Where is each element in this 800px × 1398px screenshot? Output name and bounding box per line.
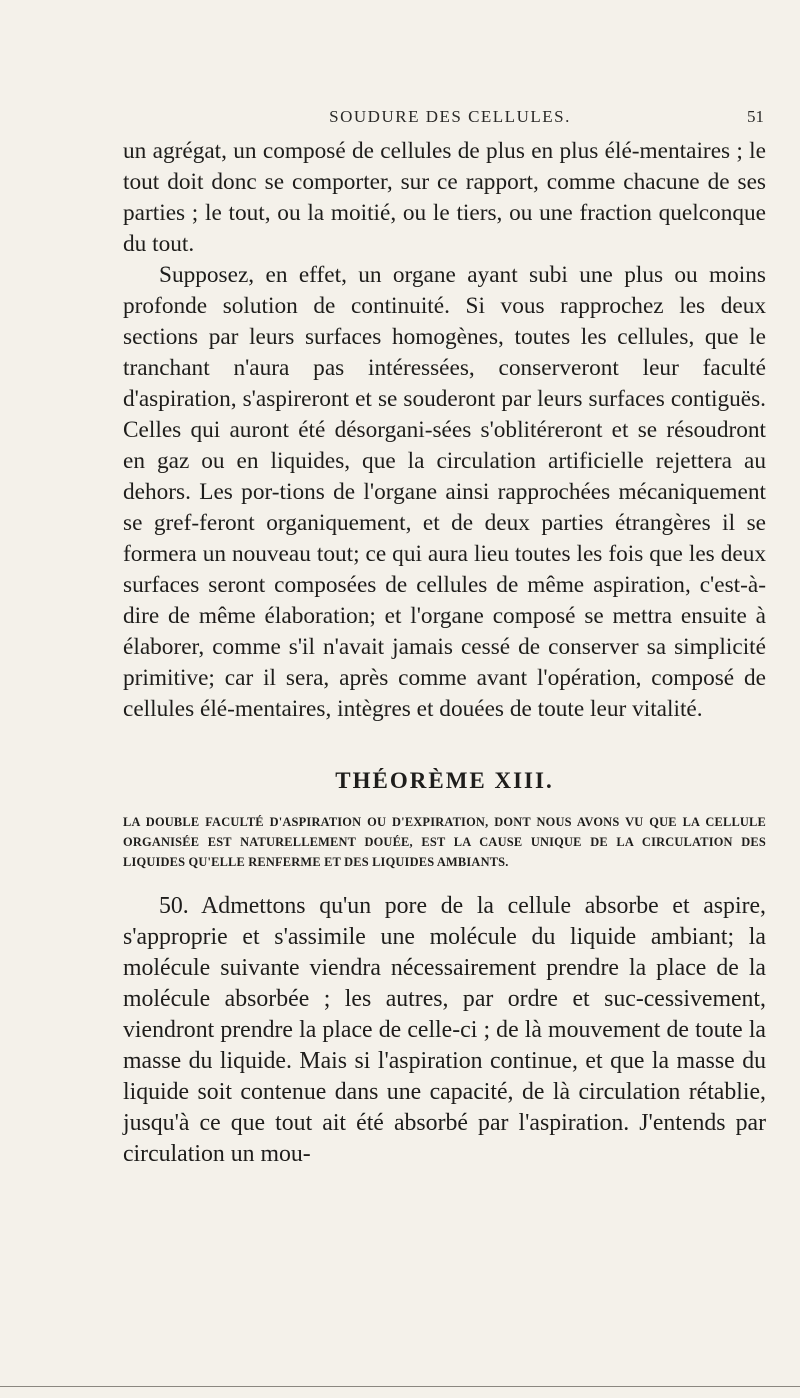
- theorem-heading: THÉORÈME XIII.: [335, 768, 554, 793]
- running-head: [136, 107, 764, 131]
- section-number: 50.: [159, 893, 189, 919]
- section-paragraph: [123, 891, 766, 1170]
- section-body: Admettons qu'un pore de la cellule absorbe et aspire, s'approprie et s'assimile une molécule du liquide ambiant; la molécule suivante viendra nécessairement prendre la place de la molécule absorbée ; les autres, par ordre et suc-cessivement, viendront prendre la place de celle-ci ; de là mouvement de toute la masse du liquide. Mais si l'aspiration continue, et que la masse du liquide soit contenue dans une capacité, de là circulation rétablie, jusqu'à ce que tout ait été absorbé par l'aspiration. J'entends par circulation un mou-: [123, 893, 767, 1167]
- body-text: [123, 136, 766, 725]
- page-number: 51: [747, 107, 764, 126]
- bottom-edge-rule: [0, 1386, 800, 1387]
- running-title: SOUDURE DES CELLULES.: [329, 107, 571, 126]
- section-50: [123, 891, 766, 1170]
- theorem-statement: LA DOUBLE FACULTÉ D'ASPIRATION OU D'EXPIRATION, DONT NOUS AVONS VU QUE LA CELLULE ORGANISÉE EST NATURELLEMENT DOUÉE, EST LA CAUSE UNIQUE DE LA CIRCULATION DES LIQUIDES QU'ELLE RENFERME ET DES LIQUIDES AMBIANTS.: [123, 815, 766, 869]
- paragraph-continuation: un agrégat, un composé de cellules de plus en plus élé-mentaires ; le tout doit donc se comporter, sur ce rapport, comme chacune de ses parties ; le tout, ou la moitié, ou le tiers, ou une fraction quelconque du tout.: [123, 138, 766, 257]
- paragraph-supposez: Supposez, en effet, un organe ayant subi une plus ou moins profonde solution de continuité. Si vous rapprochez les deux sections par leurs surfaces homogènes, toutes les cellules, que le tranchant n'aura pas intéressées, conserveront leur faculté d'aspiration, s'aspireront et se souderont par leurs surfaces contiguës. Celles qui auront été désorgani-sées s'oblitéreront et se résoudront en gaz ou en liquides, que la circulation artificielle rejettera au dehors. Les por-tions de l'organe ainsi rapprochées mécaniquement se gref-feront organiquement, et de deux parties étrangères il se formera un nouveau tout; ce qui aura lieu toutes les fois que les deux surfaces seront composées de cellules de même aspiration, c'est-à-dire de même élaboration; et l'organe composé se mettra ensuite à élaborer, comme s'il n'avait jamais cessé de conserver sa simplicité primitive; car il sera, après comme avant l'opération, composé de cellules élé-mentaires, intègres et douées de toute leur vitalité.: [123, 262, 766, 722]
